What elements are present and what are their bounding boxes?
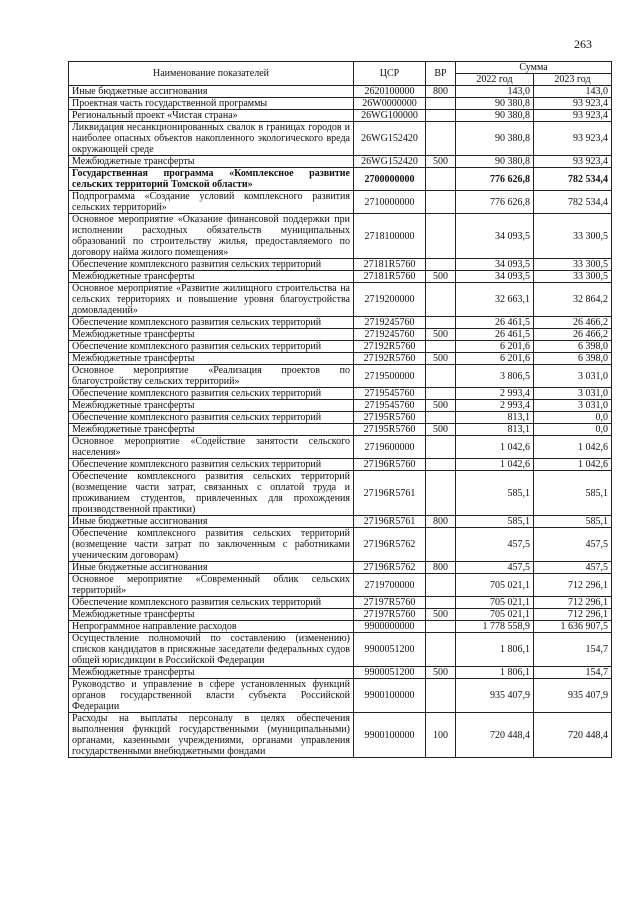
row-name-cell: Основное мероприятие «Реализация проектов по благоустройству сельских территорий»	[69, 365, 354, 388]
row-2022-cell: 585,1	[456, 471, 534, 516]
table-row	[69, 110, 612, 122]
table-row	[69, 271, 612, 283]
table-row	[69, 528, 612, 562]
row-csr-cell: 27196R5762	[354, 562, 426, 574]
row-2022-cell: 1 042,6	[456, 459, 534, 471]
row-2023-cell: 720 448,4	[534, 713, 612, 758]
table-row	[69, 436, 612, 459]
row-csr-cell: 27181R5760	[354, 259, 426, 271]
row-2022-cell: 935 407,9	[456, 679, 534, 713]
header-name: Наименование показателей	[69, 62, 354, 86]
header-vr: ВР	[426, 62, 456, 86]
row-2023-cell: 26 466,2	[534, 317, 612, 329]
row-csr-cell: 27196R5761	[354, 471, 426, 516]
row-vr-cell: 500	[426, 424, 456, 436]
table-row	[69, 317, 612, 329]
row-2023-cell: 585,1	[534, 471, 612, 516]
row-vr-cell	[426, 528, 456, 562]
row-2023-cell: 782 534,4	[534, 191, 612, 214]
row-2022-cell: 457,5	[456, 562, 534, 574]
row-vr-cell: 500	[426, 667, 456, 679]
row-csr-cell: 27192R5760	[354, 341, 426, 353]
row-vr-cell	[426, 679, 456, 713]
row-2023-cell: 6 398,0	[534, 353, 612, 365]
row-vr-cell: 500	[426, 271, 456, 283]
row-name-cell: Осуществление полномочий по составлению (изменению) списков кандидатов в присяжные заседатели федеральных судов общей юрисдикции в Российской Федерации	[69, 633, 354, 667]
row-2023-cell: 3 031,0	[534, 400, 612, 412]
row-name-cell: Обеспечение комплексного развития сельских территорий	[69, 412, 354, 424]
row-2022-cell: 585,1	[456, 516, 534, 528]
row-vr-cell	[426, 597, 456, 609]
row-name-cell: Непрограммное направление расходов	[69, 621, 354, 633]
row-name-cell: Межбюджетные трансферты	[69, 667, 354, 679]
row-csr-cell: 2719200000	[354, 283, 426, 317]
row-2023-cell: 93 923,4	[534, 110, 612, 122]
row-name-cell: Основное мероприятие «Развитие жилищного строительства на сельских территориях и повышение уровня благоустройства домовладений»	[69, 283, 354, 317]
row-2023-cell: 457,5	[534, 528, 612, 562]
row-2023-cell: 32 864,2	[534, 283, 612, 317]
row-2022-cell: 1 778 558,9	[456, 621, 534, 633]
budget-table	[68, 61, 612, 758]
row-vr-cell	[426, 365, 456, 388]
table-row	[69, 156, 612, 168]
row-csr-cell: 9900100000	[354, 713, 426, 758]
row-2022-cell: 90 380,8	[456, 156, 534, 168]
row-2022-cell: 705 021,1	[456, 609, 534, 621]
row-name-cell: Межбюджетные трансферты	[69, 353, 354, 365]
row-csr-cell: 27196R5761	[354, 516, 426, 528]
table-row	[69, 633, 612, 667]
row-2022-cell: 34 093,5	[456, 214, 534, 259]
row-vr-cell	[426, 110, 456, 122]
row-name-cell: Подпрограмма «Создание условий комплексного развития сельских территорий»	[69, 191, 354, 214]
table-row	[69, 667, 612, 679]
row-name-cell: Проектная часть государственной программы	[69, 98, 354, 110]
row-name-cell: Межбюджетные трансферты	[69, 156, 354, 168]
table-row	[69, 412, 612, 424]
row-2023-cell: 93 923,4	[534, 156, 612, 168]
row-csr-cell: 27195R5760	[354, 424, 426, 436]
row-2022-cell: 6 201,6	[456, 341, 534, 353]
row-csr-cell: 9900051200	[354, 667, 426, 679]
row-2023-cell: 712 296,1	[534, 597, 612, 609]
row-vr-cell	[426, 214, 456, 259]
row-vr-cell: 500	[426, 156, 456, 168]
table-row	[69, 353, 612, 365]
row-2022-cell: 26 461,5	[456, 317, 534, 329]
row-name-cell: Обеспечение комплексного развития сельских территорий	[69, 597, 354, 609]
row-csr-cell: 2719245760	[354, 329, 426, 341]
row-csr-cell: 26WG100000	[354, 110, 426, 122]
row-name-cell: Основное мероприятие «Содействие занятости сельского населения»	[69, 436, 354, 459]
row-name-cell: Руководство и управление в сфере установленных функций органов государственной власти субъекта Российской Федерации	[69, 679, 354, 713]
row-2023-cell: 3 031,0	[534, 365, 612, 388]
row-2023-cell: 33 300,5	[534, 214, 612, 259]
row-name-cell: Основное мероприятие «Оказание финансовой поддержки при исполнении расходных обязательств муниципальных образований по строительству жилья, предоставляемого по договору найма жилого помещения»	[69, 214, 354, 259]
table-row	[69, 424, 612, 436]
row-csr-cell: 9900000000	[354, 621, 426, 633]
row-name-cell: Обеспечение комплексного развития сельских территорий (возмещение части затрат по заключенным с работниками ученическим договорам)	[69, 528, 354, 562]
row-csr-cell: 27181R5760	[354, 271, 426, 283]
table-row	[69, 400, 612, 412]
row-2023-cell: 0,0	[534, 412, 612, 424]
row-2022-cell: 6 201,6	[456, 353, 534, 365]
row-name-cell: Межбюджетные трансферты	[69, 424, 354, 436]
table-row	[69, 191, 612, 214]
table-row	[69, 283, 612, 317]
table-body	[69, 86, 612, 758]
row-2022-cell: 705 021,1	[456, 597, 534, 609]
row-name-cell: Обеспечение комплексного развития сельских территорий	[69, 317, 354, 329]
table-row	[69, 122, 612, 156]
row-2023-cell: 33 300,5	[534, 271, 612, 283]
row-2023-cell: 935 407,9	[534, 679, 612, 713]
row-csr-cell: 26WG152420	[354, 122, 426, 156]
row-csr-cell: 2710000000	[354, 191, 426, 214]
table-row	[69, 259, 612, 271]
row-vr-cell	[426, 259, 456, 271]
row-name-cell: Межбюджетные трансферты	[69, 400, 354, 412]
row-csr-cell: 2719545760	[354, 388, 426, 400]
row-2023-cell: 33 300,5	[534, 259, 612, 271]
row-2023-cell: 93 923,4	[534, 98, 612, 110]
row-2022-cell: 813,1	[456, 412, 534, 424]
row-2023-cell: 712 296,1	[534, 574, 612, 597]
row-csr-cell: 2620100000	[354, 86, 426, 98]
table-row	[69, 621, 612, 633]
row-2022-cell: 457,5	[456, 528, 534, 562]
row-vr-cell	[426, 191, 456, 214]
row-2023-cell: 3 031,0	[534, 388, 612, 400]
row-name-cell: Расходы на выплаты персоналу в целях обеспечения выполнения функций государственными (муниципальными) органами, казенными учреждениями, органами управления государственными внебюджетными фондами	[69, 713, 354, 758]
row-vr-cell: 500	[426, 329, 456, 341]
row-vr-cell	[426, 633, 456, 667]
row-vr-cell: 800	[426, 86, 456, 98]
row-vr-cell	[426, 621, 456, 633]
table-row	[69, 388, 612, 400]
row-vr-cell	[426, 436, 456, 459]
row-csr-cell: 2719700000	[354, 574, 426, 597]
row-2023-cell: 143,0	[534, 86, 612, 98]
row-name-cell: Иные бюджетные ассигнования	[69, 516, 354, 528]
row-name-cell: Иные бюджетные ассигнования	[69, 562, 354, 574]
table-row	[69, 86, 612, 98]
row-csr-cell: 2719545760	[354, 400, 426, 412]
row-2023-cell: 6 398,0	[534, 341, 612, 353]
row-name-cell: Обеспечение комплексного развития сельских территорий (возмещение части затрат, связанных с оплатой труда и проживанием студентов, привлеченных для прохождения производственной практики)	[69, 471, 354, 516]
row-2023-cell: 154,7	[534, 667, 612, 679]
row-name-cell: Иные бюджетные ассигнования	[69, 86, 354, 98]
row-vr-cell	[426, 412, 456, 424]
table-row	[69, 597, 612, 609]
row-vr-cell: 100	[426, 713, 456, 758]
row-2022-cell: 720 448,4	[456, 713, 534, 758]
row-2022-cell: 813,1	[456, 424, 534, 436]
row-csr-cell: 27195R5760	[354, 412, 426, 424]
row-2023-cell: 585,1	[534, 516, 612, 528]
table-row	[69, 168, 612, 191]
row-csr-cell: 2718100000	[354, 214, 426, 259]
row-2022-cell: 1 806,1	[456, 667, 534, 679]
table-row	[69, 341, 612, 353]
row-name-cell: Межбюджетные трансферты	[69, 271, 354, 283]
row-name-cell: Обеспечение комплексного развития сельских территорий	[69, 341, 354, 353]
row-2023-cell: 782 534,4	[534, 168, 612, 191]
row-csr-cell: 2700000000	[354, 168, 426, 191]
row-vr-cell	[426, 122, 456, 156]
header-year-2022: 2022 год	[456, 74, 534, 86]
row-2022-cell: 2 993,4	[456, 400, 534, 412]
row-vr-cell	[426, 574, 456, 597]
row-vr-cell	[426, 459, 456, 471]
row-csr-cell: 26WG152420	[354, 156, 426, 168]
row-2023-cell: 1 042,6	[534, 459, 612, 471]
row-2023-cell: 712 296,1	[534, 609, 612, 621]
row-csr-cell: 2719600000	[354, 436, 426, 459]
row-vr-cell	[426, 341, 456, 353]
row-2022-cell: 90 380,8	[456, 122, 534, 156]
table-row	[69, 562, 612, 574]
row-2022-cell: 26 461,5	[456, 329, 534, 341]
row-2023-cell: 457,5	[534, 562, 612, 574]
header-year-2023: 2023 год	[534, 74, 612, 86]
row-2022-cell: 34 093,5	[456, 259, 534, 271]
row-vr-cell: 500	[426, 353, 456, 365]
table-row	[69, 329, 612, 341]
row-2022-cell: 90 380,8	[456, 110, 534, 122]
row-name-cell: Обеспечение комплексного развития сельских территорий	[69, 259, 354, 271]
row-2022-cell: 3 806,5	[456, 365, 534, 388]
row-2022-cell: 32 663,1	[456, 283, 534, 317]
row-csr-cell: 27196R5760	[354, 459, 426, 471]
row-csr-cell: 26W0000000	[354, 98, 426, 110]
table-row	[69, 214, 612, 259]
row-2022-cell: 705 021,1	[456, 574, 534, 597]
row-vr-cell: 800	[426, 516, 456, 528]
row-2022-cell: 776 626,8	[456, 191, 534, 214]
header-csr: ЦСР	[354, 62, 426, 86]
row-2022-cell: 2 993,4	[456, 388, 534, 400]
row-vr-cell	[426, 98, 456, 110]
table-row	[69, 609, 612, 621]
row-csr-cell: 9900051200	[354, 633, 426, 667]
row-csr-cell: 27196R5762	[354, 528, 426, 562]
row-2022-cell: 1 806,1	[456, 633, 534, 667]
row-name-cell: Обеспечение комплексного развития сельских территорий	[69, 459, 354, 471]
row-vr-cell: 500	[426, 400, 456, 412]
page-number: 263	[574, 37, 592, 51]
row-name-cell: Межбюджетные трансферты	[69, 329, 354, 341]
row-2023-cell: 0,0	[534, 424, 612, 436]
row-2022-cell: 143,0	[456, 86, 534, 98]
table-row	[69, 459, 612, 471]
row-2022-cell: 1 042,6	[456, 436, 534, 459]
row-2023-cell: 154,7	[534, 633, 612, 667]
row-vr-cell: 800	[426, 562, 456, 574]
row-csr-cell: 2719500000	[354, 365, 426, 388]
row-2023-cell: 26 466,2	[534, 329, 612, 341]
row-2023-cell: 1 042,6	[534, 436, 612, 459]
row-vr-cell	[426, 471, 456, 516]
row-name-cell: Ликвидация несанкционированных свалок в границах городов и наиболее опасных объектов накопленного экологического вреда окружающей среде	[69, 122, 354, 156]
row-2022-cell: 776 626,8	[456, 168, 534, 191]
row-2023-cell: 93 923,4	[534, 122, 612, 156]
row-csr-cell: 27197R5760	[354, 609, 426, 621]
table-row	[69, 516, 612, 528]
row-vr-cell	[426, 168, 456, 191]
table-row	[69, 471, 612, 516]
row-csr-cell: 2719245760	[354, 317, 426, 329]
table-row	[69, 98, 612, 110]
table-row	[69, 679, 612, 713]
row-vr-cell: 500	[426, 609, 456, 621]
table-row	[69, 365, 612, 388]
row-vr-cell	[426, 283, 456, 317]
row-csr-cell: 27197R5760	[354, 597, 426, 609]
row-csr-cell: 27192R5760	[354, 353, 426, 365]
row-vr-cell	[426, 388, 456, 400]
row-name-cell: Межбюджетные трансферты	[69, 609, 354, 621]
row-vr-cell	[426, 317, 456, 329]
row-name-cell: Обеспечение комплексного развития сельских территорий	[69, 388, 354, 400]
row-2022-cell: 34 093,5	[456, 271, 534, 283]
row-name-cell: Государственная программа «Комплексное развитие сельских территорий Томской области»	[69, 168, 354, 191]
table-row	[69, 713, 612, 758]
row-2023-cell: 1 636 907,5	[534, 621, 612, 633]
row-csr-cell: 9900100000	[354, 679, 426, 713]
row-2022-cell: 90 380,8	[456, 98, 534, 110]
table-row	[69, 574, 612, 597]
row-name-cell: Региональный проект «Чистая страна»	[69, 110, 354, 122]
row-name-cell: Основное мероприятие «Современный облик сельских территорий»	[69, 574, 354, 597]
header-sum: Сумма	[456, 62, 612, 74]
